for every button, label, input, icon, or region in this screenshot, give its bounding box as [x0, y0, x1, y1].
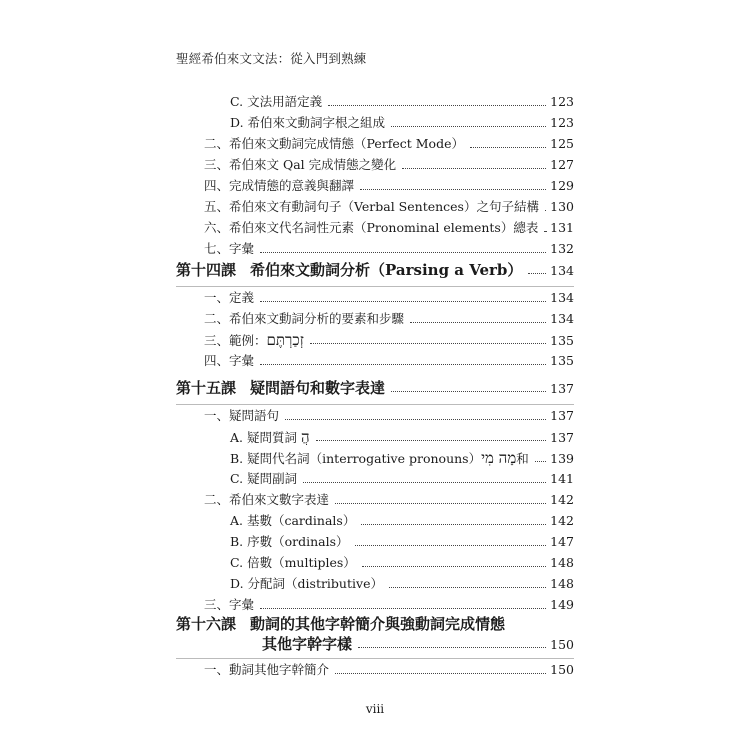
chapter-page: 137	[550, 381, 574, 396]
entry-page: 132	[550, 241, 574, 256]
chapter-number: 第十五課	[176, 379, 237, 397]
chapter-title: 疑問語句和數字表達	[250, 379, 386, 397]
dot-leader	[362, 566, 546, 567]
toc-entry[interactable]	[230, 113, 574, 133]
toc-entry[interactable]	[230, 448, 574, 468]
dot-leader	[260, 608, 546, 609]
chapter-heading-line2[interactable]	[262, 632, 574, 656]
chapter-number: 第十六課	[176, 615, 237, 633]
entry-label: 一、疑問語句	[204, 408, 280, 423]
toc-entry[interactable]	[204, 197, 574, 217]
running-header: 聖經希伯來文文法：從入門到熟練	[176, 51, 367, 66]
dot-leader	[535, 461, 546, 462]
toc-entry[interactable]	[230, 511, 574, 531]
toc-entry[interactable]	[230, 469, 574, 489]
toc-entry[interactable]	[204, 288, 574, 308]
entry-label: D. 分配詞（distributive）	[230, 576, 383, 591]
toc-entry[interactable]	[230, 92, 574, 112]
entry-label-text: B. 疑問代名詞（interrogative pronouns）	[230, 451, 482, 466]
dot-leader	[260, 364, 546, 365]
entry-page: 150	[550, 662, 574, 677]
entry-page: 123	[550, 94, 574, 109]
entry-label: 三、字彙	[204, 597, 255, 612]
dot-leader	[260, 301, 546, 302]
entry-label: 三、希伯來文 Qal 完成情態之變化	[204, 157, 397, 172]
chapter-label	[176, 376, 385, 400]
entry-label-suffix: 和	[516, 451, 529, 466]
dot-leader	[544, 231, 546, 232]
entry-page: 135	[550, 333, 574, 348]
chapter-title-continued: 其他字幹字樣	[262, 635, 353, 653]
chapter-page: 150	[550, 637, 574, 652]
entry-label: 六、希伯來文代名詞性元素（Pronominal elements）總表	[204, 220, 539, 235]
entry-label: 二、希伯來文動詞分析的要素和步驟	[204, 311, 405, 326]
entry-page: 147	[550, 534, 574, 549]
entry-page: 148	[550, 555, 574, 570]
entry-label: 七、字彙	[204, 241, 255, 256]
entry-page: 134	[550, 311, 574, 326]
dot-leader	[528, 273, 546, 274]
entry-page: 134	[550, 290, 574, 305]
entry-page: 149	[550, 597, 574, 612]
entry-label: A. 基數（cardinals）	[230, 513, 356, 528]
dot-leader	[470, 147, 546, 148]
entry-label: C. 文法用語定義	[230, 94, 323, 109]
entry-label: 五、希伯來文有動詞句子（Verbal Sentences）之句子結構	[204, 199, 539, 214]
dot-leader	[545, 210, 546, 211]
entry-label: C. 倍數（multiples）	[230, 555, 356, 570]
chapter-heading[interactable]	[176, 258, 574, 282]
toc-entry[interactable]	[204, 660, 574, 680]
entry-page: 142	[550, 513, 574, 528]
entry-page: 129	[550, 178, 574, 193]
chapter-heading[interactable]	[176, 376, 574, 400]
dot-leader	[391, 391, 546, 392]
entry-page: 142	[550, 492, 574, 507]
toc-entry[interactable]	[230, 553, 574, 573]
toc-entry[interactable]	[204, 351, 574, 371]
dot-leader	[402, 168, 546, 169]
dot-leader	[361, 524, 546, 525]
toc-entry[interactable]	[204, 406, 574, 426]
toc-entry[interactable]	[230, 427, 574, 447]
entry-label: 二、希伯來文動詞完成情態（Perfect Mode）	[204, 136, 464, 151]
toc-entry[interactable]	[204, 155, 574, 175]
entry-label: 一、動詞其他字幹簡介	[204, 662, 330, 677]
toc-entry[interactable]	[204, 490, 574, 510]
entry-label: 二、希伯來文數字表達	[204, 492, 330, 507]
entry-label	[230, 448, 529, 469]
entry-label-text: 三、範例：	[204, 333, 267, 348]
entry-page: 123	[550, 115, 574, 130]
toc-entry[interactable]	[204, 330, 574, 350]
dot-leader	[310, 343, 546, 344]
dot-leader	[358, 647, 546, 648]
toc-entry[interactable]	[204, 239, 574, 259]
entry-label: 一、定義	[204, 290, 255, 305]
page-number: viii	[365, 702, 385, 716]
section-rule	[176, 286, 574, 287]
chapter-title: 動詞的其他字幹簡介與強動詞完成情態	[250, 615, 506, 633]
dot-leader	[389, 587, 546, 588]
toc-entry[interactable]	[204, 176, 574, 196]
entry-page: 135	[550, 353, 574, 368]
dot-leader	[285, 419, 546, 420]
entry-page: 130	[550, 199, 574, 214]
entry-label	[230, 427, 310, 448]
chapter-page: 134	[550, 263, 574, 278]
chapter-label	[176, 258, 522, 282]
dot-leader	[391, 126, 546, 127]
entry-page: 137	[550, 408, 574, 423]
hebrew-word: מָה מִי	[481, 449, 517, 467]
toc-entry[interactable]	[204, 309, 574, 329]
hebrew-word: הֲ	[300, 428, 310, 446]
toc-entry[interactable]	[204, 134, 574, 154]
entry-page: 141	[550, 471, 574, 486]
section-rule	[176, 404, 574, 405]
dot-leader	[360, 189, 546, 190]
entry-page: 139	[550, 451, 574, 466]
toc-entry[interactable]	[230, 574, 574, 594]
dot-leader	[260, 252, 546, 253]
entry-page: 148	[550, 576, 574, 591]
dot-leader	[328, 105, 546, 106]
entry-label-text: A. 疑問質詞	[230, 430, 297, 445]
dot-leader	[335, 673, 546, 674]
entry-label: B. 序數（ordinals）	[230, 534, 349, 549]
entry-label: C. 疑問副詞	[230, 471, 298, 486]
entry-page: 125	[550, 136, 574, 151]
section-rule	[176, 658, 574, 659]
dot-leader	[303, 482, 546, 483]
entry-page: 131	[550, 220, 574, 235]
dot-leader	[335, 503, 546, 504]
dot-leader	[410, 322, 546, 323]
hebrew-word: זְכַרְתֶּם	[266, 331, 304, 349]
toc-entry[interactable]	[230, 532, 574, 552]
entry-label: D. 希伯來文動詞字根之組成	[230, 115, 386, 130]
entry-label	[204, 330, 304, 351]
entry-page: 137	[550, 430, 574, 445]
toc-entry[interactable]	[204, 218, 574, 238]
dot-leader	[355, 545, 547, 546]
dot-leader	[316, 440, 547, 441]
chapter-title: 希伯來文動詞分析（Parsing a Verb）	[250, 261, 523, 279]
chapter-number: 第十四課	[176, 261, 237, 279]
entry-label: 四、字彙	[204, 353, 255, 368]
entry-label: 四、完成情態的意義與翻譯	[204, 178, 355, 193]
entry-page: 127	[550, 157, 574, 172]
